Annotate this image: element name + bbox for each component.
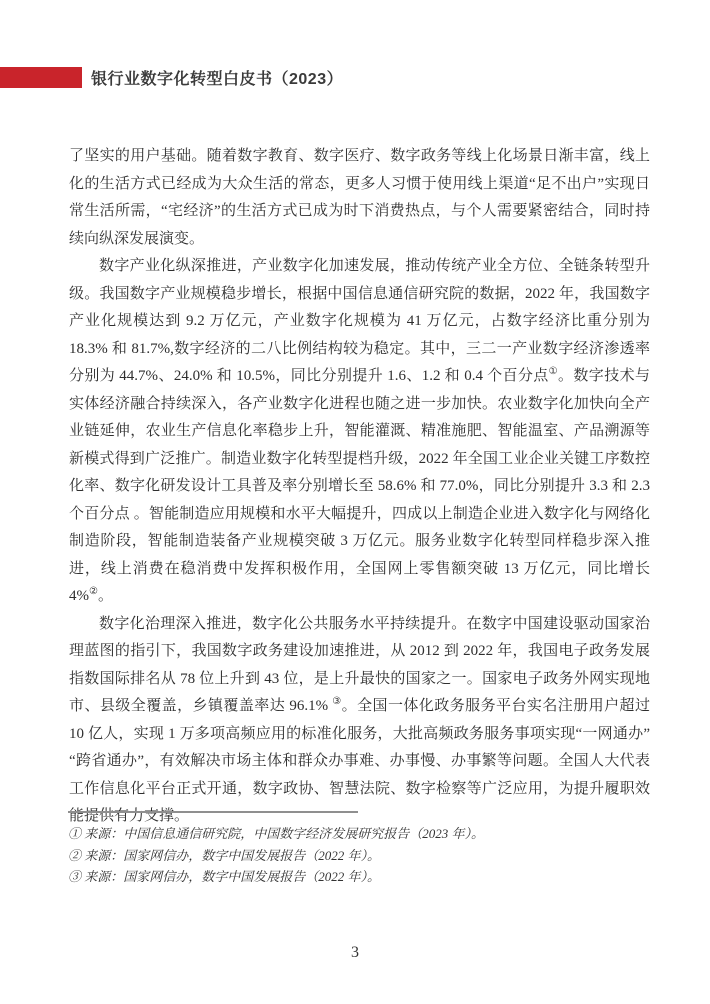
footnote-ref: ③	[332, 696, 342, 707]
paragraph-text: 了坚实的用户基础。随着数字教育、数字医疗、数字政务等线上化场景日渐丰富，线上化的生活方式已经成为大众生活的常态，更多人习惯于使用线上渠道“足不出户”实现日常生活所需，“宅经济”的生活方式已成为时下消费热点，与个人需要紧密结合，同时持续向纵深发展演变。	[69, 148, 650, 247]
paragraph-text: 数字产业化纵深推进，产业数字化加速发展，推动传统产业全方位、全链条转型升级。我国数字产业规模稳步增长，根据中国信息通信研究院的数据，2022 年，我国数字产业化规模达到 9.2 万亿元，产业数字化规模为 41 万亿元，占数字经济比重分别为 18.3% 和 81.7%,数字经济的二八比例结构较为稳定。其中，三二一产业数字经济渗透率分别为 44.7%、24.0% 和 10.5%，同比分别提升 1.6、1.2 和 0.4 个百分点	[69, 258, 650, 384]
footnotes	[68, 823, 643, 888]
page-number: 3	[351, 944, 359, 961]
header-accent-bar	[0, 67, 82, 88]
page-footer	[0, 944, 710, 962]
footnote-item: ② 来源：国家网信办，数字中国发展报告（2022 年）。	[68, 847, 381, 863]
footnote-item: ③ 来源：国家网信办，数字中国发展报告（2022 年）。	[68, 869, 381, 884]
body-paragraph	[69, 611, 650, 831]
paragraph-text: 数字化治理深入推进，数字化公共服务水平持续提升。在数字中国建设驱动国家治理蓝图的指引下，我国数字政务建设加速推进，从 2012 到 2022 年，我国电子政务发展指数国际排名从 78 位上升到 43 位，是上升最快的国家之一。国家电子政务外网实现地市、县级全覆盖，乡镇覆盖率达 96.1%	[69, 615, 650, 714]
footnote-item: ① 来源：中国信息通信研究院，中国数字经济发展研究报告（2023 年）。	[68, 826, 485, 841]
page-header	[0, 66, 343, 89]
page-title: 银行业数字化转型白皮书（2023）	[91, 71, 344, 88]
footnote-ref: ②	[89, 586, 98, 597]
body-paragraph	[69, 143, 650, 253]
paragraph-text: 。全国一体化政务服务平台实名注册用户超过 10 亿人，实现 1 万多项高频应用的标准化服务，大批高频政务服务事项实现“一网通办” “跨省通办”，有效解决市场主体和群众办事难、办事慢、办事繁等问题。全国人大代表工作信息化平台正式开通，数字政协、智慧法院、数字检察等广泛应用，为提升履职效能提供有力支撑。	[69, 698, 650, 824]
footnote-ref: ①	[548, 366, 559, 377]
footnote-divider	[68, 811, 358, 813]
body-paragraph	[69, 253, 650, 611]
paragraph-text: 。数字技术与实体经济融合持续深入，各产业数字化进程也随之进一步加快。农业数字化加快向全产业链延伸，农业生产信息化率稳步上升，智能灌溉、精准施肥、智能温室、产品溯源等新模式得到广泛推广。制造业数字化转型提档升级，2022 年全国工业企业关键工序数控化率、数字化研发设计工具普及率分别增长至 58.6% 和 77.0%，同比分别提升 3.3 和 2.3 个百分点 。智能制造应用规模和水平大幅提升，四成以上制造企业进入数字化与网络化制造阶段，智能制造装备产业规模突破 3 万亿元。服务业数字化转型同样稳步深入推进，线上消费在稳消费中发挥积极作用，全国网上零售额突破 13 万亿元，同比增长 4%	[69, 368, 650, 604]
paragraph-text: 。	[97, 588, 113, 604]
body-text	[69, 143, 650, 831]
